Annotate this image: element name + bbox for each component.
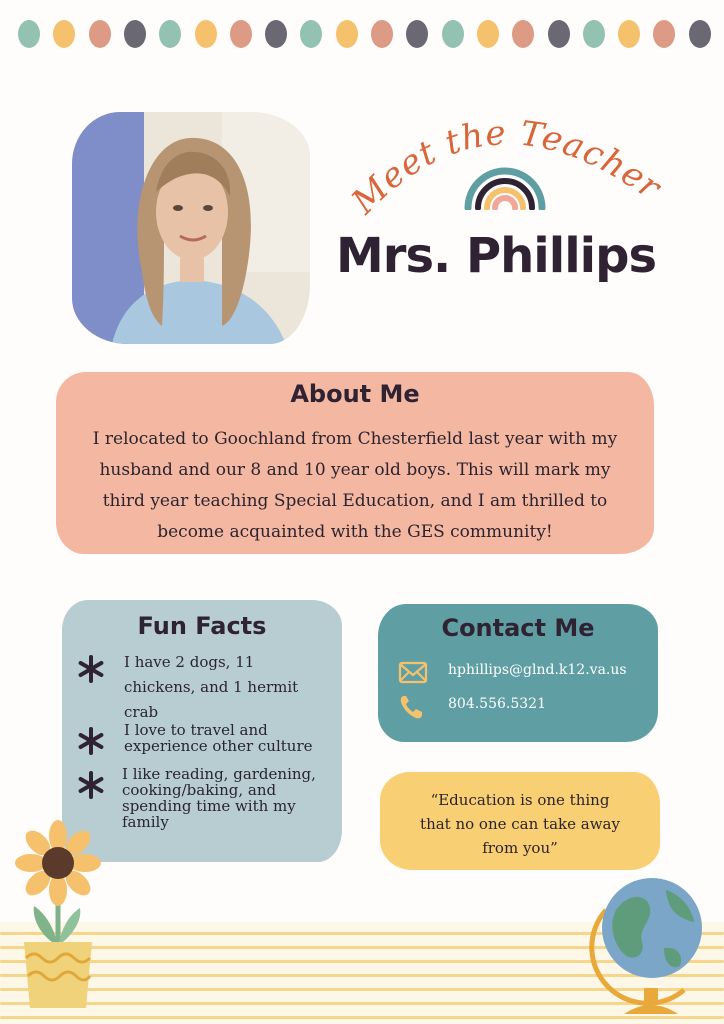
about-me-heading: About Me: [290, 380, 420, 408]
fun-fact-item: [76, 650, 338, 720]
decorative-dot: [406, 20, 428, 48]
decorative-dot: [195, 20, 217, 48]
decorative-dot: [18, 20, 40, 48]
sunflower-pot-icon: [10, 818, 106, 1014]
contact-me-card: [378, 604, 658, 742]
decorative-dot-row: [18, 20, 708, 50]
teacher-photo: [72, 112, 310, 344]
contact-phone[interactable]: 804.556.5321: [448, 696, 546, 712]
decorative-dot: [583, 20, 605, 48]
decorative-dot: [265, 20, 287, 48]
teacher-name: Mrs. Phillips: [336, 228, 657, 284]
fun-fact-line: I have 2 dogs, 11: [124, 653, 255, 671]
decorative-dot: [371, 20, 393, 48]
about-line: I relocated to Goochland from Chesterfield last year with my: [92, 429, 618, 449]
phone-icon: [398, 694, 428, 720]
decorative-dot: [53, 20, 75, 48]
fun-fact-line: family: [122, 813, 169, 831]
about-me-card: [56, 372, 654, 554]
decorative-dot: [336, 20, 358, 48]
decorative-dot: [124, 20, 146, 48]
about-me-text: [62, 424, 648, 548]
decorative-dot: [230, 20, 252, 48]
contact-me-heading: Contact Me: [441, 614, 595, 642]
fun-fact-item: [76, 766, 338, 836]
globe-icon: [588, 870, 712, 1016]
quote-line: “Education is one thing: [430, 791, 610, 809]
asterisk-bullet-icon: [76, 726, 106, 756]
about-line: third year teaching Special Education, and I am thrilled to: [102, 491, 608, 511]
decorative-dot: [618, 20, 640, 48]
quote-card: [380, 772, 660, 870]
fun-fact-line: crab: [124, 703, 159, 721]
decorative-dot: [477, 20, 499, 48]
decorative-dot: [442, 20, 464, 48]
contact-email[interactable]: hphillips@glnd.k12.va.us: [448, 662, 627, 678]
decorative-dot: [512, 20, 534, 48]
about-line: husband and our 8 and 10 year old boys. This will mark my: [99, 460, 611, 480]
fun-fact-item: [76, 722, 338, 758]
fun-facts-heading: Fun Facts: [137, 612, 267, 640]
fun-fact-line: I love to travel and: [124, 721, 268, 739]
about-line: become acquainted with the GES community!: [157, 522, 553, 542]
rainbow-icon: [462, 158, 548, 210]
fun-fact-line: chickens, and 1 hermit: [124, 678, 299, 696]
contact-phone-row: [398, 694, 654, 722]
asterisk-bullet-icon: [76, 770, 106, 800]
asterisk-bullet-icon: [76, 654, 106, 684]
fun-fact-line: I like reading, gardening,: [122, 765, 316, 783]
decorative-dot: [159, 20, 181, 48]
decorative-dot: [653, 20, 675, 48]
decorative-dot: [89, 20, 111, 48]
meet-the-teacher-text: Meet the Teacher: [344, 113, 669, 222]
decorative-dot: [300, 20, 322, 48]
quote-line: that no one can take away: [420, 815, 620, 833]
quote-text: [390, 788, 650, 860]
decorative-dot: [548, 20, 570, 48]
fun-fact-line: experience other culture: [124, 737, 313, 755]
quote-line: from you”: [482, 839, 558, 857]
envelope-icon: [398, 660, 428, 686]
teacher-portrait-illustration: [72, 112, 310, 344]
decorative-dot: [689, 20, 711, 48]
fun-fact-line: cooking/baking, and: [122, 781, 277, 799]
contact-email-row: [398, 660, 654, 688]
fun-fact-line: spending time with my: [122, 797, 296, 815]
